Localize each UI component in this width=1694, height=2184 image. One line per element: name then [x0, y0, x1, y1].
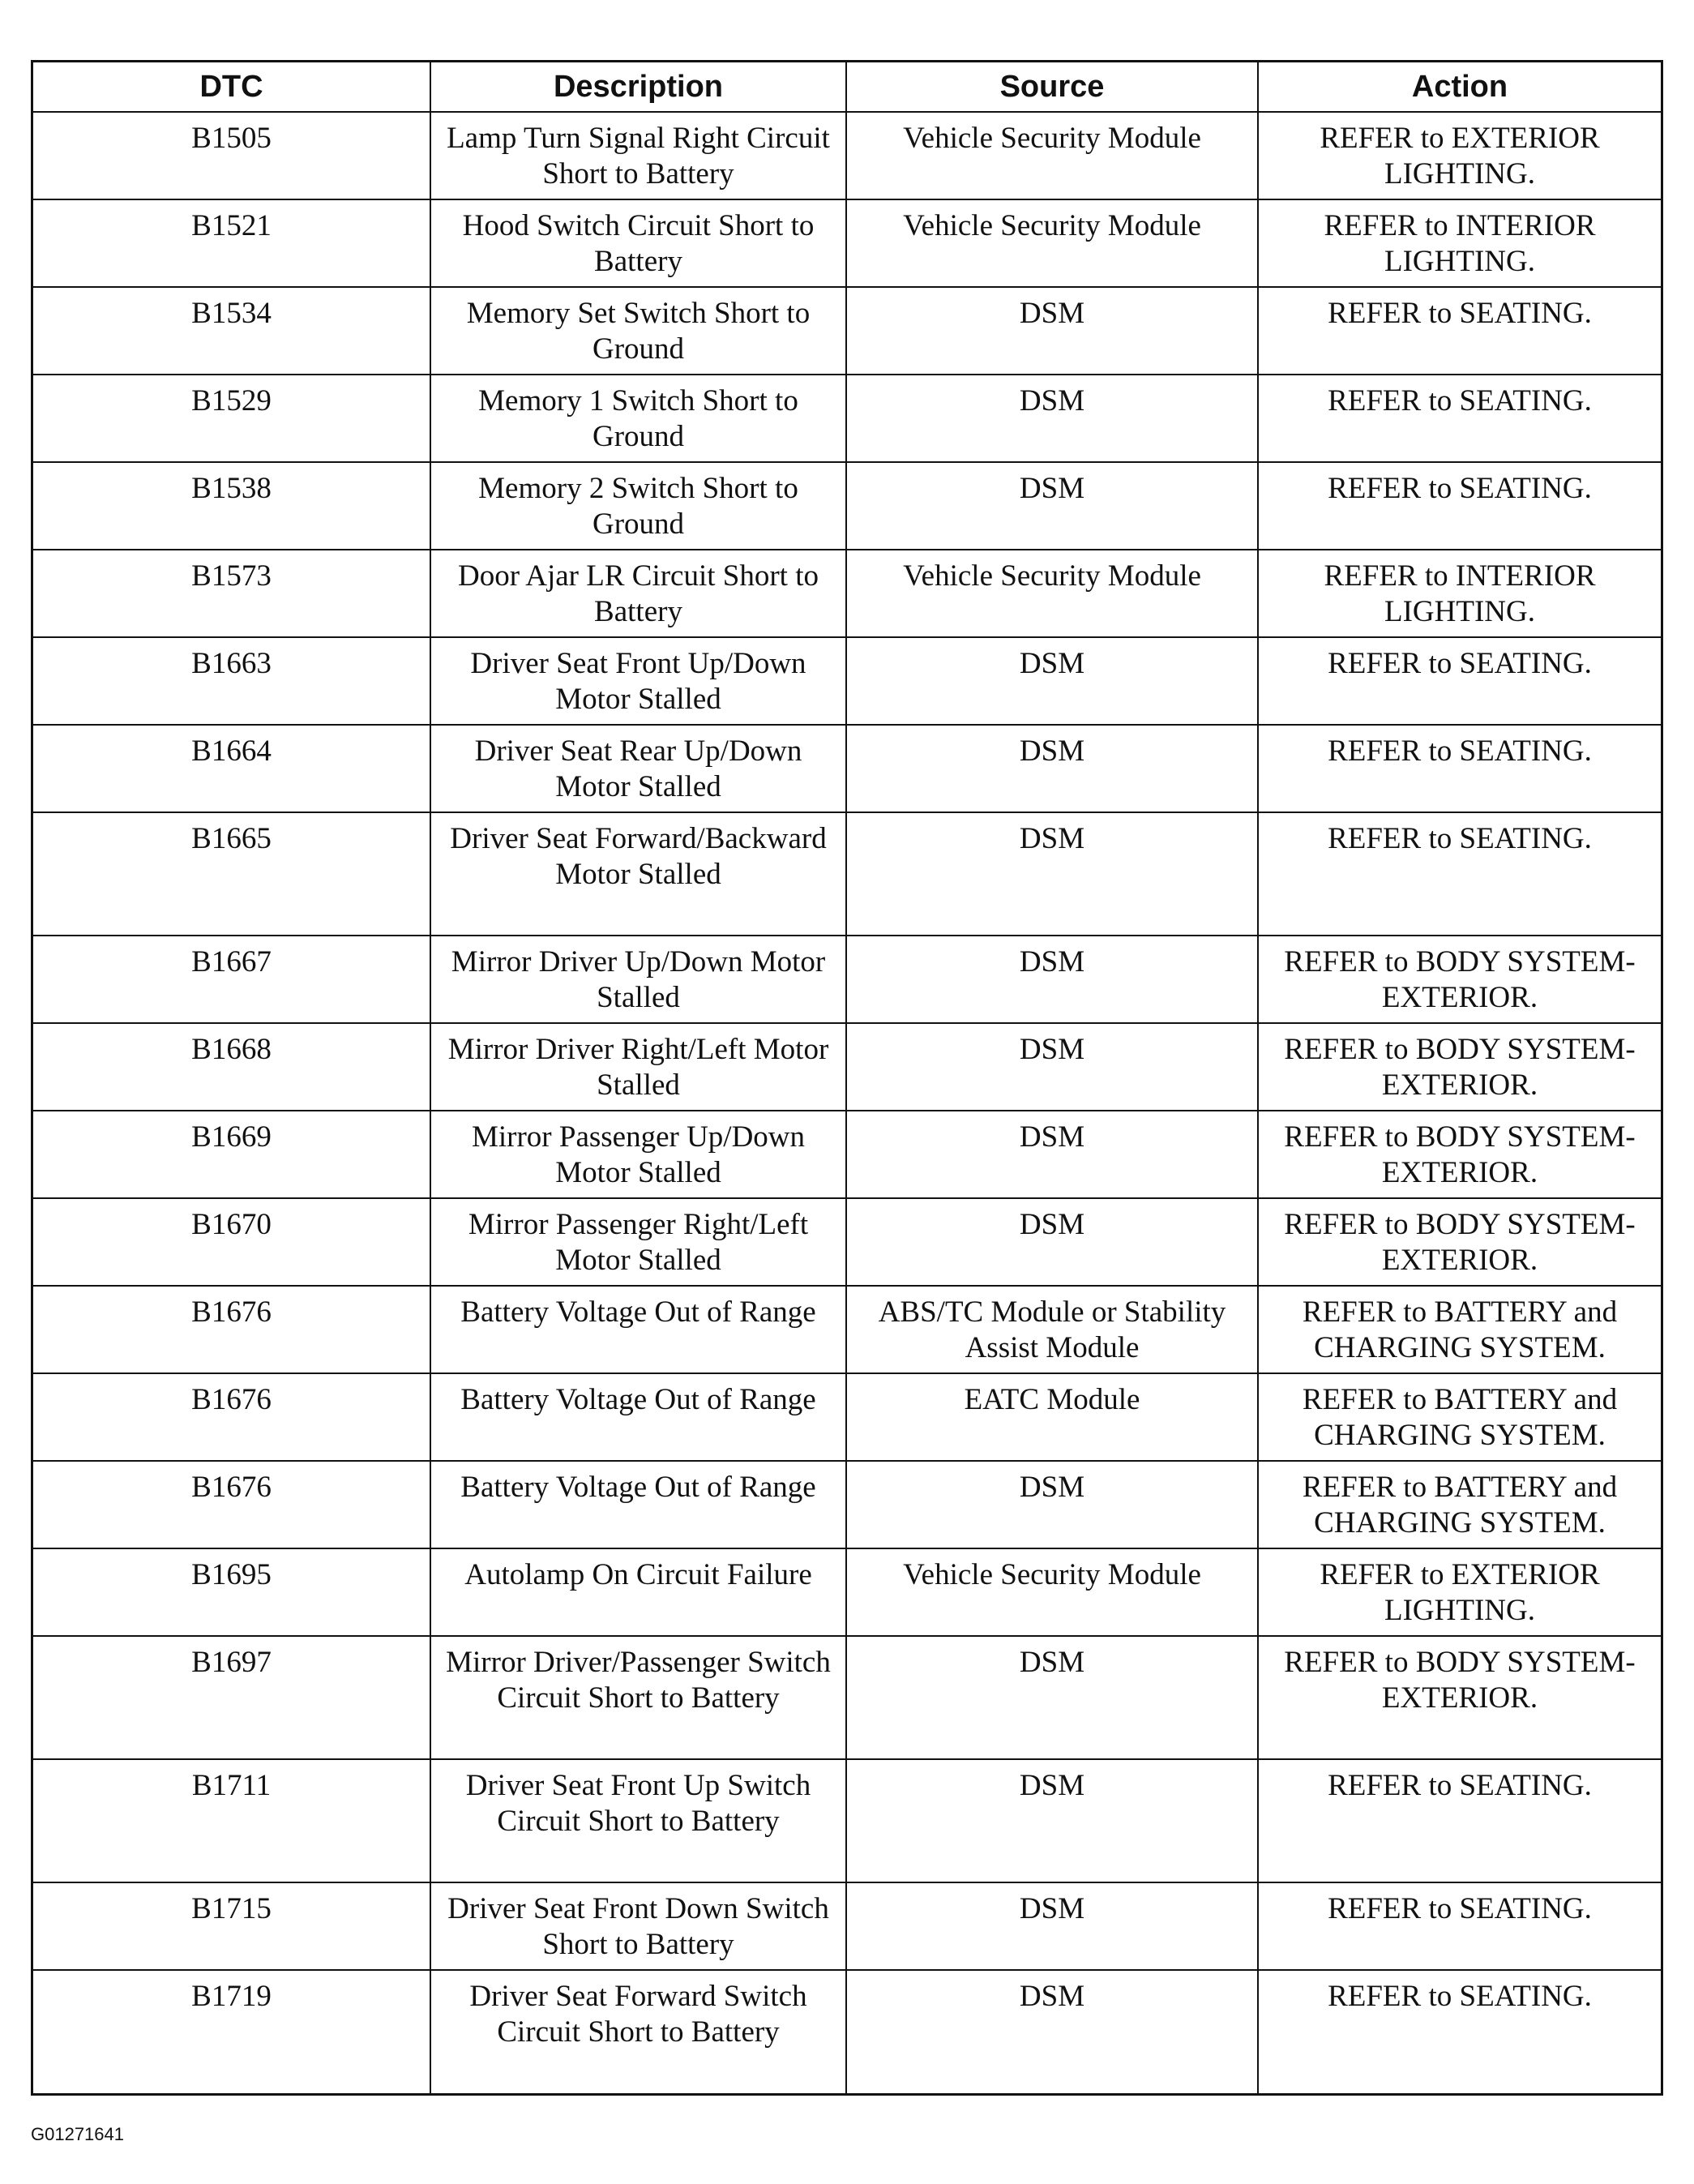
cell-dtc: B1668: [33, 1023, 430, 1111]
cell-dtc: B1697: [33, 1636, 430, 1759]
cell-description: Battery Voltage Out of Range: [430, 1286, 846, 1373]
cell-description: Driver Seat Forward Switch Circuit Short to Battery: [430, 1970, 846, 2093]
cell-source: DSM: [846, 1882, 1258, 1970]
table-row: [33, 1548, 1661, 1636]
cell-source: Vehicle Security Module: [846, 1548, 1258, 1636]
table-row: [33, 1636, 1661, 1759]
cell-dtc: B1670: [33, 1198, 430, 1286]
cell-dtc: B1664: [33, 725, 430, 812]
header-source: Source: [846, 62, 1258, 112]
table-row: [33, 1759, 1661, 1882]
table-row: [33, 725, 1661, 812]
cell-dtc: B1719: [33, 1970, 430, 2093]
cell-source: DSM: [846, 936, 1258, 1023]
cell-action: REFER to BODY SYSTEM-EXTERIOR.: [1258, 1198, 1661, 1286]
cell-action: REFER to BATTERY and CHARGING SYSTEM.: [1258, 1461, 1661, 1548]
cell-description: Driver Seat Front Down Switch Short to Battery: [430, 1882, 846, 1970]
cell-dtc: B1676: [33, 1373, 430, 1461]
cell-dtc: B1663: [33, 637, 430, 725]
figure-code: G01271641: [31, 2124, 124, 2144]
cell-action: REFER to INTERIOR LIGHTING.: [1258, 199, 1661, 287]
cell-description: Battery Voltage Out of Range: [430, 1461, 846, 1548]
cell-description: Driver Seat Forward/Backward Motor Stalled: [430, 812, 846, 936]
cell-dtc: B1667: [33, 936, 430, 1023]
cell-source: DSM: [846, 287, 1258, 375]
table-row: [33, 1373, 1661, 1461]
table-row: [33, 1882, 1661, 1970]
cell-source: DSM: [846, 812, 1258, 936]
cell-source: DSM: [846, 637, 1258, 725]
cell-description: Mirror Passenger Up/Down Motor Stalled: [430, 1111, 846, 1198]
cell-description: Mirror Driver Right/Left Motor Stalled: [430, 1023, 846, 1111]
table-row: [33, 462, 1661, 550]
cell-description: Driver Seat Front Up Switch Circuit Short to Battery: [430, 1759, 846, 1882]
cell-source: Vehicle Security Module: [846, 112, 1258, 199]
table-row: [33, 1286, 1661, 1373]
cell-action: REFER to SEATING.: [1258, 725, 1661, 812]
cell-dtc: B1521: [33, 199, 430, 287]
dtc-table-container: [31, 60, 1663, 2096]
cell-source: DSM: [846, 1970, 1258, 2093]
table-row: [33, 936, 1661, 1023]
cell-source: DSM: [846, 1198, 1258, 1286]
cell-description: Lamp Turn Signal Right Circuit Short to Battery: [430, 112, 846, 199]
cell-source: DSM: [846, 1636, 1258, 1759]
cell-dtc: B1676: [33, 1461, 430, 1548]
cell-dtc: B1711: [33, 1759, 430, 1882]
cell-action: REFER to SEATING.: [1258, 637, 1661, 725]
cell-description: Mirror Driver Up/Down Motor Stalled: [430, 936, 846, 1023]
cell-description: Driver Seat Front Up/Down Motor Stalled: [430, 637, 846, 725]
cell-dtc: B1534: [33, 287, 430, 375]
cell-dtc: B1529: [33, 375, 430, 462]
table-row: [33, 1023, 1661, 1111]
cell-dtc: B1695: [33, 1548, 430, 1636]
cell-action: REFER to SEATING.: [1258, 462, 1661, 550]
cell-dtc: B1538: [33, 462, 430, 550]
cell-description: Door Ajar LR Circuit Short to Battery: [430, 550, 846, 637]
cell-dtc: B1665: [33, 812, 430, 936]
cell-source: DSM: [846, 725, 1258, 812]
cell-description: Memory Set Switch Short to Ground: [430, 287, 846, 375]
table-row: [33, 550, 1661, 637]
cell-action: REFER to SEATING.: [1258, 1882, 1661, 1970]
cell-action: REFER to SEATING.: [1258, 1759, 1661, 1882]
cell-source: Vehicle Security Module: [846, 550, 1258, 637]
cell-description: Battery Voltage Out of Range: [430, 1373, 846, 1461]
table-row: [33, 287, 1661, 375]
table-row: [33, 812, 1661, 936]
cell-description: Mirror Passenger Right/Left Motor Stalled: [430, 1198, 846, 1286]
cell-description: Memory 2 Switch Short to Ground: [430, 462, 846, 550]
cell-action: REFER to BODY SYSTEM-EXTERIOR.: [1258, 1111, 1661, 1198]
table-row: [33, 1970, 1661, 2093]
cell-action: REFER to BODY SYSTEM-EXTERIOR.: [1258, 936, 1661, 1023]
cell-dtc: B1715: [33, 1882, 430, 1970]
cell-description: Driver Seat Rear Up/Down Motor Stalled: [430, 725, 846, 812]
cell-source: ABS/TC Module or Stability Assist Module: [846, 1286, 1258, 1373]
cell-source: DSM: [846, 1023, 1258, 1111]
cell-dtc: B1676: [33, 1286, 430, 1373]
cell-action: REFER to BODY SYSTEM-EXTERIOR.: [1258, 1636, 1661, 1759]
cell-description: Autolamp On Circuit Failure: [430, 1548, 846, 1636]
cell-source: EATC Module: [846, 1373, 1258, 1461]
header-description: Description: [430, 62, 846, 112]
cell-action: REFER to BATTERY and CHARGING SYSTEM.: [1258, 1373, 1661, 1461]
cell-source: DSM: [846, 1111, 1258, 1198]
header-action: Action: [1258, 62, 1661, 112]
cell-action: REFER to EXTERIOR LIGHTING.: [1258, 112, 1661, 199]
cell-dtc: B1669: [33, 1111, 430, 1198]
table-row: [33, 375, 1661, 462]
cell-description: Memory 1 Switch Short to Ground: [430, 375, 846, 462]
cell-source: DSM: [846, 1461, 1258, 1548]
cell-action: REFER to SEATING.: [1328, 1980, 1592, 2013]
cell-dtc: B1505: [33, 112, 430, 199]
table-row: [33, 1111, 1661, 1198]
cell-description: Mirror Driver/Passenger Switch Circuit Short to Battery: [430, 1636, 846, 1759]
cell-action: REFER to SEATING.: [1258, 287, 1661, 375]
table-row: [33, 1198, 1661, 1286]
cell-action: REFER to SEATING.: [1258, 812, 1661, 936]
table-row: [33, 112, 1661, 199]
table-row: [33, 199, 1661, 287]
cell-description: Hood Switch Circuit Short to Battery: [430, 199, 846, 287]
cell-action: REFER to EXTERIOR LIGHTING.: [1258, 1548, 1661, 1636]
cell-action: REFER to BATTERY and CHARGING SYSTEM.: [1258, 1286, 1661, 1373]
cell-source: DSM: [846, 462, 1258, 550]
cell-action: REFER to SEATING.: [1258, 375, 1661, 462]
header-dtc: DTC: [33, 62, 430, 112]
cell-source: DSM: [846, 1759, 1258, 1882]
cell-action: REFER to BODY SYSTEM-EXTERIOR.: [1258, 1023, 1661, 1111]
table-row: [33, 637, 1661, 725]
cell-source: DSM: [846, 375, 1258, 462]
cell-dtc: B1573: [33, 550, 430, 637]
cell-source: Vehicle Security Module: [846, 199, 1258, 287]
dtc-table: [33, 62, 1661, 2093]
table-header-row: [33, 62, 1661, 112]
table-row: [33, 1461, 1661, 1548]
cell-action: REFER to INTERIOR LIGHTING.: [1258, 550, 1661, 637]
